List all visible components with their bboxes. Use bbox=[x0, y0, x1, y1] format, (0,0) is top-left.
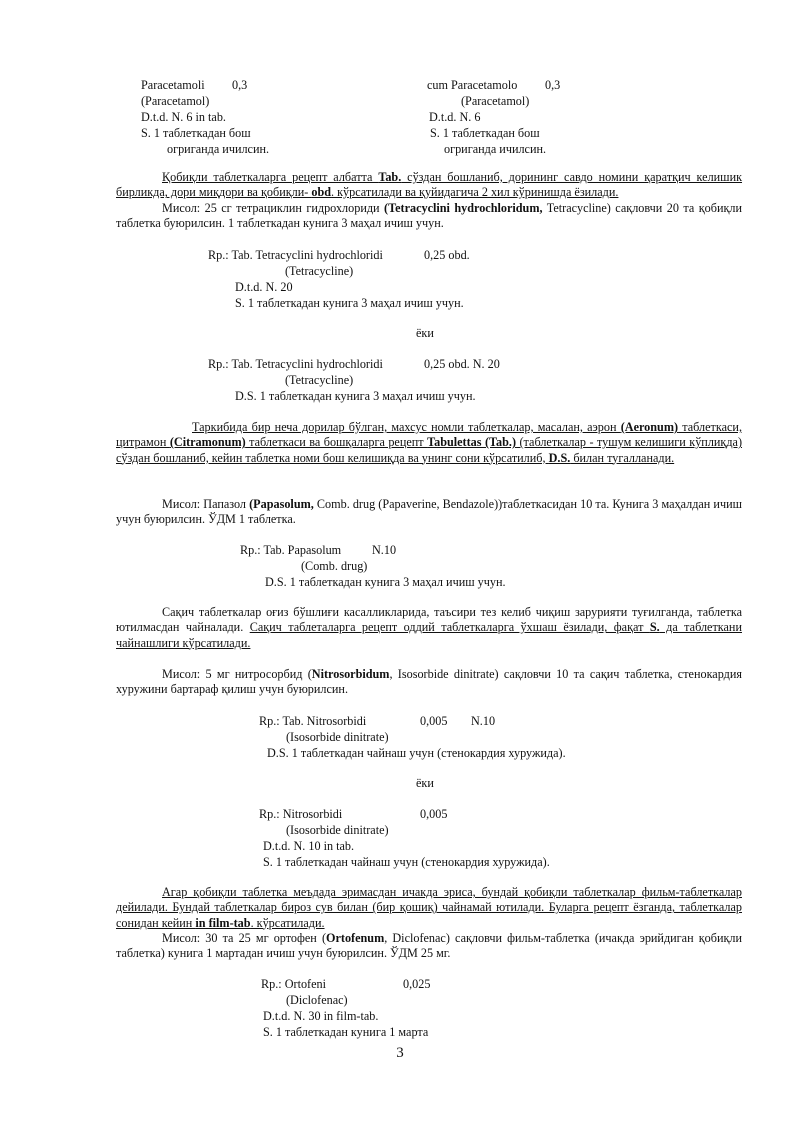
example-papasol: Мисол: Папазол (Papasolum, Comb. drug (Papaverine, Bendazole))таблеткасидан 10 та. Кунига 3 маҳалдан ичиш учун буюрилсин. ЎДМ 1 таблетка. bbox=[116, 497, 742, 527]
rx-line: S. 1 таблеткадан кунига 1 марта bbox=[263, 1025, 429, 1039]
rx-line: (Paracetamol) bbox=[461, 94, 530, 108]
page-number: 3 bbox=[396, 1045, 404, 1061]
paragraph-combined-tablets: Таркибида бир неча дорилар бўлган, махсус номли таблеткалар, масалан, аэрон (Aeronum) таблеткаси, цитрамон (Citramonum) таблеткаси ва бошқаларга рецепт Tabulettas (Tab.) (таблеткалар - тушум келишиги кўплиқда) сўздан бошланиб, кейин таблетка номи бош келишиқда ва унинг сони кўрсатилиб, D.S. билан тугалланади. bbox=[116, 420, 743, 465]
or-separator: ёки bbox=[416, 776, 434, 790]
rx-line: огриганда ичилсин. bbox=[444, 142, 547, 156]
rx-line: (Isosorbide dinitrate) bbox=[286, 823, 389, 837]
rx-line: (Diclofenac) bbox=[286, 993, 348, 1007]
rx-line: S. 1 таблеткадан кунига 3 маҳал ичиш учун. bbox=[235, 296, 464, 310]
rx-line: D.S. 1 таблеткадан чайнаш учун (стенокардия хуружида). bbox=[267, 746, 566, 760]
rx-line: S. 1 таблеткадан бош bbox=[430, 126, 540, 140]
rx-dose: 0,005 bbox=[420, 807, 448, 821]
rx-line bbox=[141, 78, 205, 93]
rx-line: (Tetracycline) bbox=[285, 373, 354, 387]
rx-dose: 0,3 bbox=[545, 78, 561, 92]
rx-line: D.t.d. N. 6 in tab. bbox=[141, 110, 226, 124]
rx-line: (Comb. drug) bbox=[301, 559, 368, 573]
drug-name: Rp.: Tab. Tetracyclini hydrochloridi bbox=[208, 248, 383, 262]
drug-name: Rp.: Tab. Tetracyclini hydrochloridi bbox=[208, 357, 383, 371]
rx-line: огриганда ичилсин. bbox=[167, 142, 270, 156]
or-separator: ёки bbox=[416, 326, 434, 340]
rx-line: D.t.d. N. 30 in film-tab. bbox=[263, 1009, 379, 1023]
drug-name: cum Paracetamolo bbox=[427, 78, 518, 92]
rx-line: (Tetracycline) bbox=[285, 264, 354, 278]
rx-dose: 0,25 obd. bbox=[424, 248, 470, 262]
drug-name: Rp.: Ortofeni bbox=[261, 977, 326, 991]
example-tetracycline: Мисол: 25 сг тетрациклин гидрохлориди (Tetracyclini hydrochloridum, Tetracycline) сақловчи 20 та қобиқли таблетка буюрилсин. 1 таблеткадан кунига 3 маҳал ичиш учун. bbox=[116, 201, 742, 231]
rx-line: S. 1 таблеткадан чайнаш учун (стенокардия хуружида). bbox=[263, 855, 550, 869]
rx-line: D.S. 1 таблеткадан кунига 3 маҳал ичиш учун. bbox=[265, 575, 506, 589]
example-ortofen: Мисол: 30 та 25 мг ортофен (Ortofenum, Diclofenac) сақловчи фильм-таблетка (ичакда эрийдиган қобиқли таблетка) кунига 1 мартадан ичиш учун буюрилсин. ЎДМ 25 мг. bbox=[116, 931, 742, 961]
rx-line: S. 1 таблеткадан бош bbox=[141, 126, 251, 140]
example-nitrosorbide: Мисол: 5 мг нитросорбид (Nitrosorbidum, Isosorbide dinitrate) сақловчи 10 та сақич таблетка, стенокардия хуружини бартараф қилиш учун буюрилсин. bbox=[116, 667, 742, 697]
rx-line: D.S. 1 таблеткадан кунига 3 маҳал ичиш учун. bbox=[235, 389, 476, 403]
paragraph-coated-tablets: Қобиқли таблеткаларга рецепт албатта Tab. сўздан бошланиб, дорининг савдо номини қаратқич келишик бирликда, дори миқдори ва қобиқли- obd. кўрсатилади ва қуйидагича 2 хил кўринишда ёзилади. bbox=[116, 170, 743, 200]
rx-dose: 0,025 bbox=[403, 977, 431, 991]
paragraph-chewable-tablets: Сақич таблеткалар оғиз бўшлиғи касалликларида, таъсири тез келиб чиқиш зарурияти туғилганда, таблетка ютилмасдан чайналади. Сақич таблеталарга рецепт оддий таблеткаларга ўхшаш ёзилади, фақат S. да таблеткани чайнашлиги кўрсатилади. bbox=[116, 605, 742, 650]
drug-name: Paracetamoli bbox=[141, 78, 205, 92]
drug-name: Rp.: Tab. Nitrosorbidi bbox=[259, 714, 367, 728]
drug-name: Rp.: Nitrosorbidi bbox=[259, 807, 343, 821]
rx-dose: 0,25 obd. N. 20 bbox=[424, 357, 500, 371]
rx-line: (Paracetamol) bbox=[141, 94, 210, 108]
rx-line: (Isosorbide dinitrate) bbox=[286, 730, 389, 744]
drug-name: Rp.: Tab. Papasolum bbox=[240, 543, 342, 557]
rx-dose: 0,3 bbox=[232, 78, 248, 92]
rx-qty: N.10 bbox=[471, 714, 496, 728]
rx-qty: N.10 bbox=[372, 543, 397, 557]
rx-dose: 0,005 bbox=[420, 714, 448, 728]
paragraph-film-tablets: Агар қобиқли таблетка меъдада эримасдан ичакда эриса, бундай қобиқли таблеткалар фильм-таблеткалар дейилади. Бундай таблеткалар бироз сув билан (бир қошиқ) чайнамай ютилади. Буларга рецепт ёзганда, таблеткалар сонидан кейин in film-tab. кўрсатилади. bbox=[116, 885, 742, 930]
rx-line: D.t.d. N. 10 in tab. bbox=[263, 839, 355, 853]
rx-line: D.t.d. N. 20 bbox=[235, 280, 293, 294]
rx-line: D.t.d. N. 6 bbox=[429, 110, 481, 124]
